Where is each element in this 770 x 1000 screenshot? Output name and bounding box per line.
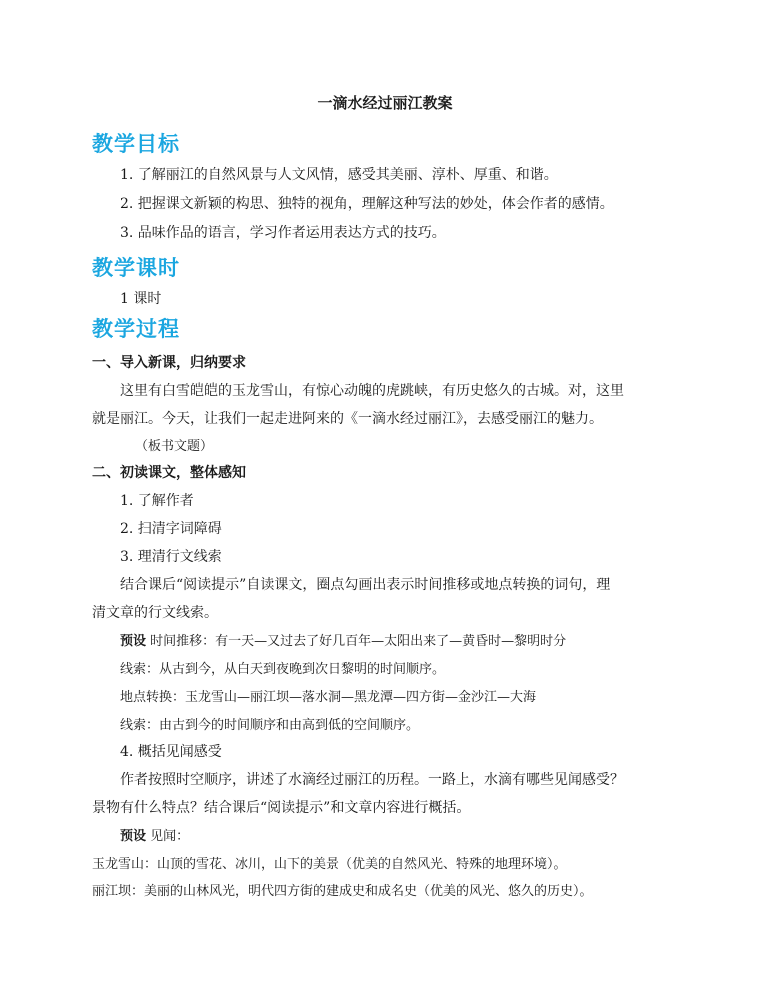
goal-item-2: 2. 把握课文新颖的构思、独特的视角，理解这种写法的妙处，体会作者的感情。 <box>120 196 614 212</box>
preset2-label: 预设 <box>120 829 147 844</box>
part2-heading: 二、初读课文，整体感知 <box>92 465 246 481</box>
goal-item-1: 1. 了解丽江的自然风景与人文风情，感受其美丽、淳朴、厚重、和谐。 <box>120 167 558 183</box>
part2-step3-line1: 结合课后“阅读提示”自读课文，圈点勾画出表示时间推移或地点转换的词句，理 <box>120 577 611 593</box>
time-clue-line: 线索：从古到今，从白天到夜晚到次日黎明的时间顺序。 <box>120 662 446 677</box>
heading-teaching-process: 教学过程 <box>92 317 180 341</box>
part2-step1: 1. 了解作者 <box>120 493 194 509</box>
part2-step4: 4. 概括见闻感受 <box>120 744 222 760</box>
part2-step3-line2: 清文章的行文线索。 <box>92 605 218 621</box>
part2-step3: 3. 理清行文线索 <box>120 549 222 565</box>
part2-step4-line1: 作者按照时空顺序，讲述了水滴经过丽江的历程。一路上，水滴有哪些见闻感受？ <box>120 772 624 788</box>
preset-label: 预设 <box>120 634 147 649</box>
yulong-line: 玉龙雪山：山顶的雪花、冰川，山下的美景（优美的自然风光、特殊的地理环境）。 <box>92 857 567 872</box>
part1-para-line1: 这里有白雪皑皑的玉龙雪山，有惊心动魄的虎跳峡，有历史悠久的古城。对，这里 <box>120 383 624 399</box>
heading-teaching-hours: 教学课时 <box>92 256 180 280</box>
part2-step2: 2. 扫清字词障碍 <box>120 521 222 537</box>
heading-teaching-goals: 教学目标 <box>92 132 180 156</box>
goal-item-3: 3. 品味作品的语言，学习作者运用表达方式的技巧。 <box>120 225 446 241</box>
preset2-text: 见闻： <box>150 829 190 844</box>
hours-text: 1 课时 <box>120 291 162 307</box>
part1-para-line2: 就是丽江。今天，让我们一起走进阿来的《一滴水经过丽江》，去感受丽江的魅力。 <box>92 411 603 427</box>
time-shift-line <box>120 630 566 649</box>
place-clue-line: 线索：由古到今的时间顺序和由高到低的空间顺序。 <box>120 718 420 733</box>
place-shift-line: 地点转换：玉龙雪山—丽江坝—落水洞—黑龙潭—四方街—金沙江—大海 <box>120 690 537 705</box>
part2-step4-line2: 景物有什么特点？结合课后“阅读提示”和文章内容进行概括。 <box>92 800 471 816</box>
part1-board-note: （板书文题） <box>135 439 214 454</box>
preset2-line <box>120 825 189 844</box>
document-title: 一滴水经过丽江教案 <box>317 94 453 112</box>
part1-heading: 一、导入新课，归纳要求 <box>92 355 246 371</box>
lijiang-line: 丽江坝：美丽的山林风光，明代四方街的建成史和成名史（优美的风光、悠久的历史）。 <box>92 884 593 899</box>
time-shift-text: 时间推移：有一天—又过去了好几百年—太阳出来了—黄昏时—黎明时分 <box>150 634 567 649</box>
